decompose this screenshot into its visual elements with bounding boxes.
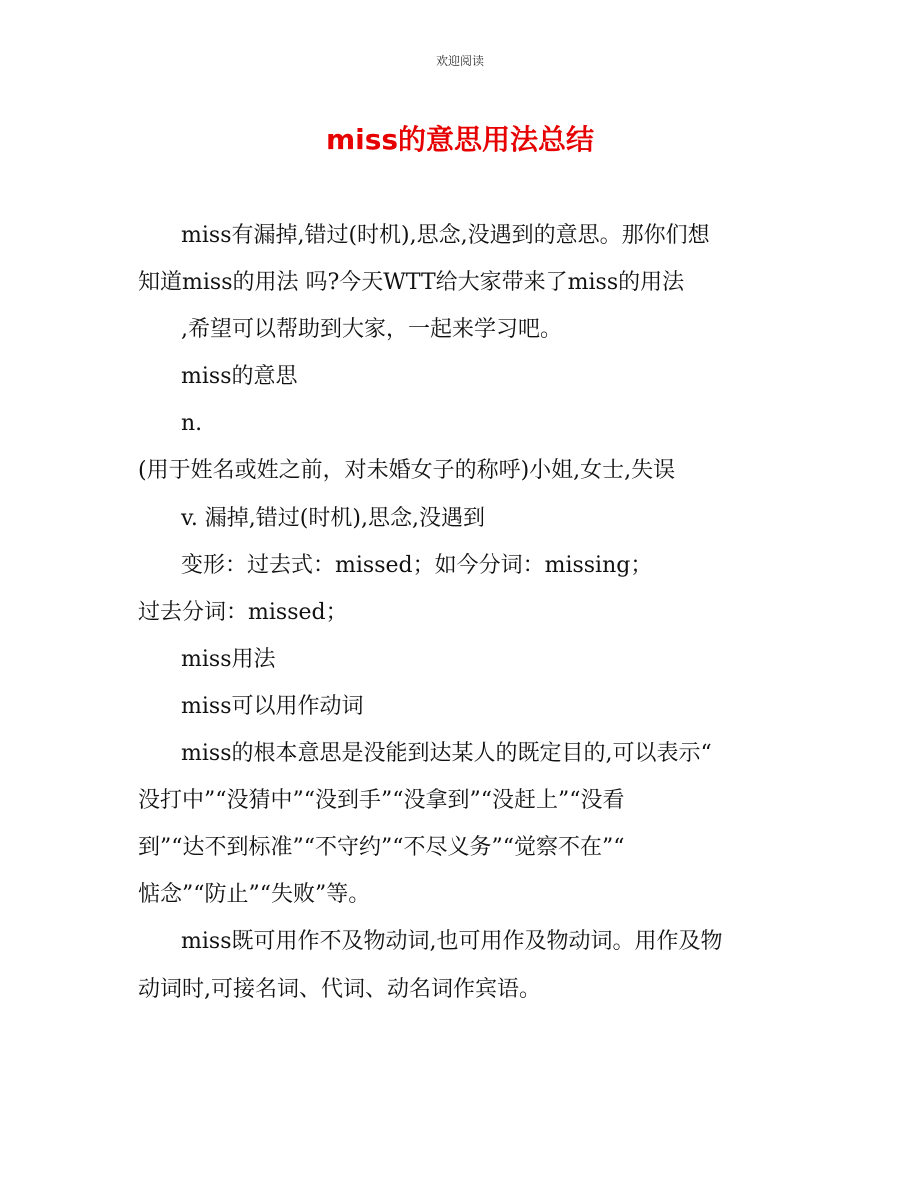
section-heading: miss用法 bbox=[181, 646, 276, 672]
paragraph-line: ,希望可以帮助到大家，一起来学习吧。 bbox=[181, 317, 562, 343]
paragraph-line: 过去分词：missed； bbox=[138, 599, 348, 625]
paragraph-line: miss有漏掉,错过(时机),思念,没遇到的意思。那你们想 bbox=[181, 223, 710, 248]
document-body bbox=[138, 212, 788, 1013]
paragraph-line: 动词时,可接名词、代词、动名词作宾语。 bbox=[138, 976, 541, 1002]
section-heading: miss的意思 bbox=[181, 364, 298, 390]
paragraph-line: (用于姓名或姓之前，对未婚女子的称呼)小姐,女士,失误 bbox=[138, 458, 676, 484]
document-title: miss的意思用法总结 bbox=[325, 123, 595, 156]
paragraph-line: 到”“达不到标准”“不守约”“不尽义务”“觉察不在”“ bbox=[138, 835, 625, 861]
paragraph-line: miss既可用作不及物动词,也可用作及物动词。用作及物 bbox=[181, 929, 723, 955]
paragraph-line: 知道miss的用法 吗?今天WTT给大家带来了miss的用法 bbox=[138, 270, 685, 296]
part-of-speech-label: n. bbox=[181, 411, 203, 437]
paragraph-line: 惦念”“防止”“失败”等。 bbox=[138, 882, 371, 908]
paragraph-line: v. 漏掉,错过(时机),思念,没遇到 bbox=[181, 505, 485, 531]
section-heading: miss可以用作动词 bbox=[181, 693, 364, 719]
paragraph-line: 没打中”“没猜中”“没到手”“没拿到”“没赶上”“没看 bbox=[138, 788, 625, 814]
paragraph-line: 变形：过去式：missed；如今分词：missing； bbox=[181, 552, 653, 578]
paragraph-line: miss的根本意思是没能到达某人的既定目的,可以表示“ bbox=[181, 741, 712, 767]
page-header: 欢迎阅读 bbox=[435, 54, 484, 68]
